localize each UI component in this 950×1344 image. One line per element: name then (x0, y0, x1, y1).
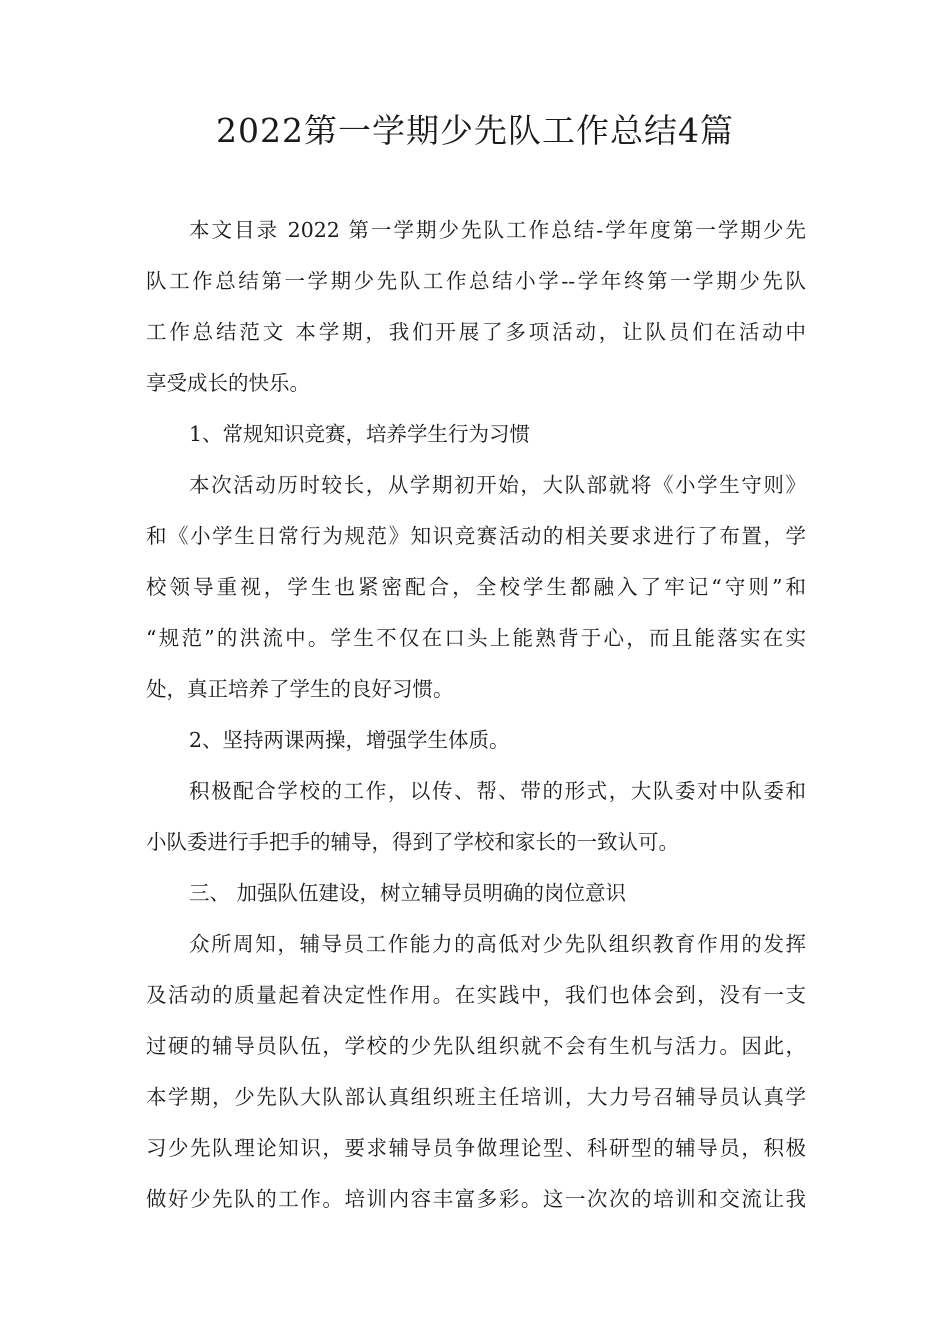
text-line: 处，真正培养了学生的良好习惯。 (146, 677, 454, 701)
text-line: 享受成长的快乐。 (146, 371, 310, 395)
text-line: 小队委进行手把手的辅导，得到了学校和家长的一致认可。 (146, 830, 679, 854)
text-line: 和《小学生日常行为规范》知识竞赛活动的相关要求进行了布置，学 (146, 524, 806, 548)
text-line: 校领导重视，学生也紧密配合，全校学生都融入了牢记“守则”和 (146, 575, 806, 599)
text-line: 2、坚持两课两操，增强学生体质。 (189, 728, 510, 752)
text-line: 积极配合学校的工作，以传、帮、带的形式，大队委对中队委和 (189, 779, 806, 803)
text-line: 三、 加强队伍建设，树立辅导员明确的岗位意识 (189, 881, 627, 905)
text-line: 习少先队理论知识，要求辅导员争做理论型、科研型的辅导员，积极 (146, 1136, 806, 1160)
text-line: 过硬的辅导员队伍，学校的少先队组织就不会有生机与活力。因此， (146, 1034, 806, 1058)
text-line: 本学期，少先队大队部认真组织班主任培训，大力号召辅导员认真学 (146, 1085, 806, 1109)
text-line: 工作总结范文 本学期，我们开展了多项活动，让队员们在活动中 (146, 320, 806, 344)
text-line: 1、常规知识竞赛，培养学生行为习惯 (189, 422, 531, 446)
document-title: 2022第一学期少先队工作总结4篇 (216, 111, 734, 150)
text-line: 本次活动历时较长，从学期初开始，大队部就将《小学生守则》 (189, 473, 806, 497)
document-body (146, 205, 806, 1225)
text-line: 及活动的质量起着决定性作用。在实践中，我们也体会到，没有一支 (146, 983, 806, 1007)
text-line: 众所周知，辅导员工作能力的高低对少先队组织教育作用的发挥 (189, 932, 806, 956)
text-line: 队工作总结第一学期少先队工作总结小学--学年终第一学期少先队 (146, 269, 806, 293)
text-line: 本文目录 2022 第一学期少先队工作总结-学年度第一学期少先 (189, 218, 806, 242)
text-line: “规范”的洪流中。学生不仅在口头上能熟背于心，而且能落实在实 (146, 626, 806, 650)
text-line: 做好少先队的工作。培训内容丰富多彩。这一次次的培训和交流让我 (146, 1187, 806, 1211)
